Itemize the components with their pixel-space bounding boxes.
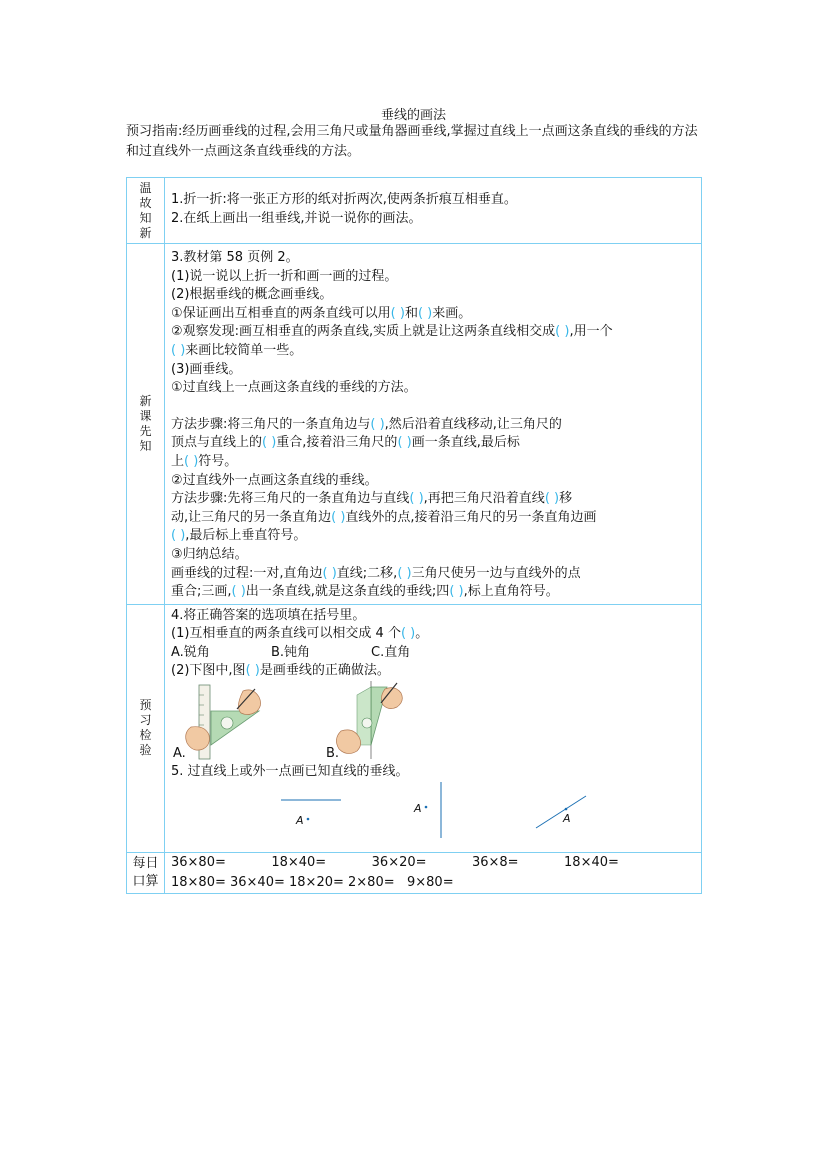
answer-blank[interactable]: ( ) [400, 626, 416, 642]
figure-a-image [186, 685, 261, 759]
daily-row-2: 18×80= 36×40= 18×20= 2×80= 9×80= [171, 874, 454, 890]
text-line: (3)画垂线。 [171, 361, 242, 377]
answer-blank[interactable]: ( ) [397, 565, 412, 581]
line-exercises [171, 782, 695, 850]
worksheet-table [126, 177, 702, 894]
text-line: 4.将正确答案的选项填在括号里。 [171, 607, 366, 623]
option-b: B.钝角 [271, 644, 311, 660]
section-label-review [127, 178, 165, 244]
line-drawings [171, 782, 741, 850]
point-label: A [563, 811, 571, 825]
text-line: 方法步骤:先将三角尺的一条直角边与直线( ),再把三角尺沿着直线( )移 [171, 491, 573, 507]
answer-blank[interactable]: ( ) [331, 509, 346, 525]
review-line-2: 2.在纸上画出一组垂线,并说一说你的画法。 [171, 210, 422, 226]
answer-blank[interactable]: ( ) [417, 305, 433, 321]
answer-blank[interactable]: ( ) [171, 342, 186, 358]
figure-b-label: B. [326, 746, 340, 762]
label-text: 预习检验 [139, 698, 152, 758]
preview-guide: 预习指南:经历画垂线的过程,会用三角尺或量角器画垂线,掌握过直线上一点画这条直线的垂线的方法和过直线外一点画这条直线垂线的方法。 [126, 124, 698, 159]
text-line: (2)下图中,图( )是画垂线的正确做法。 [171, 663, 390, 679]
point-label: A [296, 813, 304, 827]
option-c: C.直角 [371, 644, 411, 660]
answer-blank[interactable]: ( ) [245, 663, 260, 679]
slanted-line [536, 796, 586, 828]
review-line-1: 1.折一折:将一张正方形的纸对折两次,使两条折痕互相垂直。 [171, 192, 517, 207]
section-label-preview [127, 604, 165, 852]
text-line: (2)根据垂线的概念画垂线。 [171, 287, 333, 303]
point-a-2 [425, 805, 428, 808]
section-label-new [127, 244, 165, 605]
text-line: 动,让三角尺的另一条直角边( )直线外的点,接着沿三角尺的另一条直角边画 [171, 509, 597, 525]
point-a-1 [307, 817, 310, 820]
answer-blank[interactable]: ( ) [370, 416, 385, 432]
options-line [171, 644, 695, 663]
text-line: ②过直线外一点画这条直线的垂线。 [171, 472, 378, 488]
figure-b-image [336, 681, 402, 759]
text-line: 3.教材第 58 页例 2。 [171, 250, 299, 265]
text-line: 顶点与直线上的( )重合,接着沿三角尺的( )画一条直线,最后标 [171, 435, 520, 451]
answer-blank[interactable]: ( ) [449, 584, 464, 600]
answer-blank[interactable]: ( ) [231, 584, 246, 600]
text-line: ③归纳总结。 [171, 546, 248, 562]
text-line: 重合;三画,( )出一条直线,就是这条直线的垂线;四( ),标上直角符号。 [171, 584, 559, 600]
answer-blank[interactable]: ( ) [397, 435, 412, 451]
point-label: A [414, 801, 422, 815]
figures-row [171, 681, 695, 763]
answer-blank[interactable]: ( ) [544, 491, 560, 507]
text-line: 5. 过直线上或外一点画已知直线的垂线。 [171, 764, 409, 780]
text-line: ①过直线上一点画这条直线的垂线的方法。 [171, 380, 417, 396]
answer-blank[interactable]: ( ) [184, 453, 199, 469]
figure-a-label: A. [173, 746, 186, 762]
option-a: A.锐角 [171, 644, 210, 660]
text-line: ( )来画比较简单一些。 [171, 342, 303, 358]
text-line: (1)说一说以上折一折和画一画的过程。 [171, 268, 398, 284]
page-title: 垂线的画法 [380, 108, 446, 123]
text-line: (1)互相垂直的两条直线可以相交成 4 个( )。 [171, 626, 429, 642]
review-content [165, 178, 702, 244]
label-text: 新课先知 [139, 393, 152, 453]
label-text: 温故知新 [139, 180, 152, 240]
text-line: ( ),最后标上垂直符号。 [171, 528, 307, 544]
answer-blank[interactable]: ( ) [409, 491, 424, 507]
answer-blank[interactable]: ( ) [555, 324, 570, 340]
section-label-daily [127, 852, 165, 893]
text-line: ②观察发现:画互相垂直的两条直线,实质上就是让这两条直线相交成( ),用一个 [171, 324, 613, 340]
answer-blank[interactable]: ( ) [390, 305, 405, 321]
preview-content [165, 604, 702, 852]
daily-row-1: 36×80= 18×40= 36×20= 36×8= 18×40= [171, 854, 619, 870]
label-text: 每日口算 [132, 855, 159, 889]
text-line: 画垂线的过程:一对,直角边( )直线;二移,( )三角尺使另一边与直线外的点 [171, 565, 581, 581]
answer-blank[interactable]: ( ) [322, 565, 337, 581]
daily-content [165, 852, 702, 893]
figure-illustrations [171, 681, 741, 763]
answer-blank[interactable]: ( ) [262, 435, 277, 451]
new-content [165, 244, 702, 605]
text-line: ①保证画出互相垂直的两条直线可以用( )和( )来画。 [171, 305, 472, 321]
text-line: 方法步骤:将三角尺的一条直角边与( ),然后沿着直线移动,让三角尺的 [171, 416, 562, 432]
text-line: 上( )符号。 [171, 453, 238, 469]
answer-blank[interactable]: ( ) [171, 528, 186, 544]
